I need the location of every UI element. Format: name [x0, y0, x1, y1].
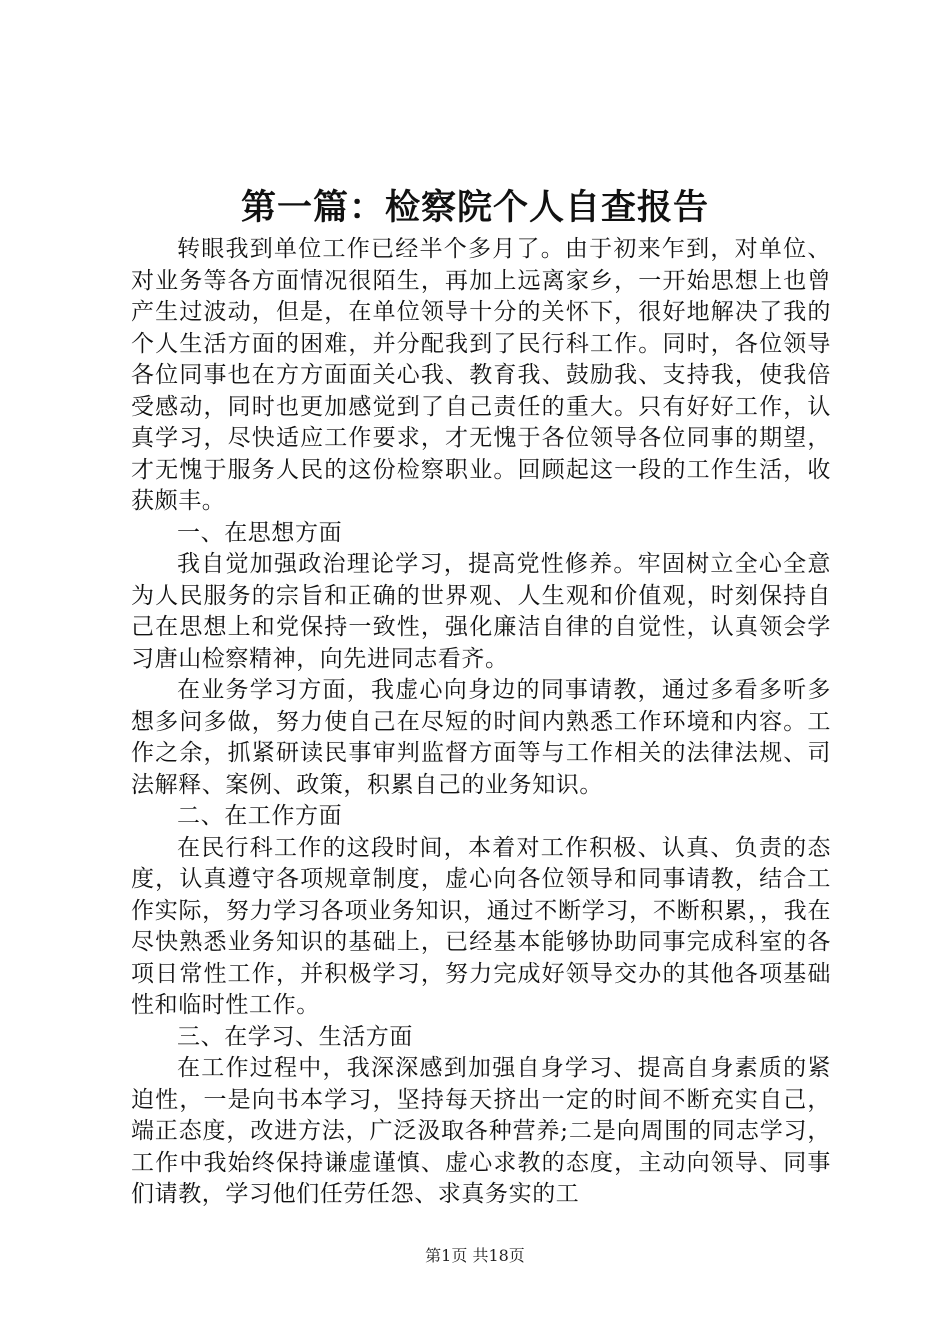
paragraph: 我自觉加强政治理论学习，提高党性修养。牢固树立全心全意为人民服务的宗旨和正确的世界观、人生观和价值观，时刻保持自己在思想上和党保持一致性，强化廉洁自律的自觉性，认真领会学习唐山检察精神，向先进同志看齐。	[131, 551, 831, 672]
section-heading: 二、在工作方面	[177, 803, 343, 829]
paragraph: 在业务学习方面，我虚心向身边的同事请教，通过多看多听多想多问多做，努力使自己在尽短的时间内熟悉工作环境和内容。工作之余，抓紧研读民事审判监督方面等与工作相关的法律法规、司法解释、案例、政策，积累自己的业务知识。	[131, 677, 831, 798]
paragraph: 转眼我到单位工作已经半个多月了。由于初来乍到，对单位、对业务等各方面情况很陌生，再加上远离家乡，一开始思想上也曾产生过波动，但是，在单位领导十分的关怀下，很好地解决了我的个人生活方面的困难，并分配我到了民行科工作。同时，各位领导各位同事也在方方面面关心我、教育我、鼓励我、支持我，使我倍受感动，同时也更加感觉到了自己责任的重大。只有好好工作，认真学习，尽快适应工作要求，才无愧于各位领导各位同事的期望，才无愧于服务人民的这份检察职业。回顾起这一段的工作生活，收获颇丰。	[131, 236, 831, 514]
section-heading: 一、在思想方面	[177, 519, 343, 546]
document-title: 第一篇：检察院个人自查报告	[240, 187, 709, 228]
page-number-footer: 第1页 共18页	[425, 1246, 525, 1265]
section-heading: 三、在学习、生活方面	[177, 1023, 413, 1050]
paragraph: 在工作过程中，我深深感到加强自身学习、提高自身素质的紧迫性，一是向书本学习，坚持每天挤出一定的时间不断充实自己，端正态度，改进方法，广泛汲取各种营养;二是向周围的同志学习，工作中我始终保持谦虚谨慎、虚心求教的态度，主动向领导、同事们请教，学习他们任劳任怨、求真务实的工	[131, 1055, 831, 1207]
paragraph: 在民行科工作的这段时间，本着对工作积极、认真、负责的态度，认真遵守各项规章制度，虚心向各位领导和同事请教，结合工作实际，努力学习各项业务知识，通过不断学习，不断积累，，我在尽快熟悉业务知识的基础上，已经基本能够协助同事完成科室的各项日常性工作，并积极学习，努力完成好领导交办的其他各项基础性和临时性工作。	[131, 834, 831, 1018]
document-body	[131, 234, 831, 1211]
